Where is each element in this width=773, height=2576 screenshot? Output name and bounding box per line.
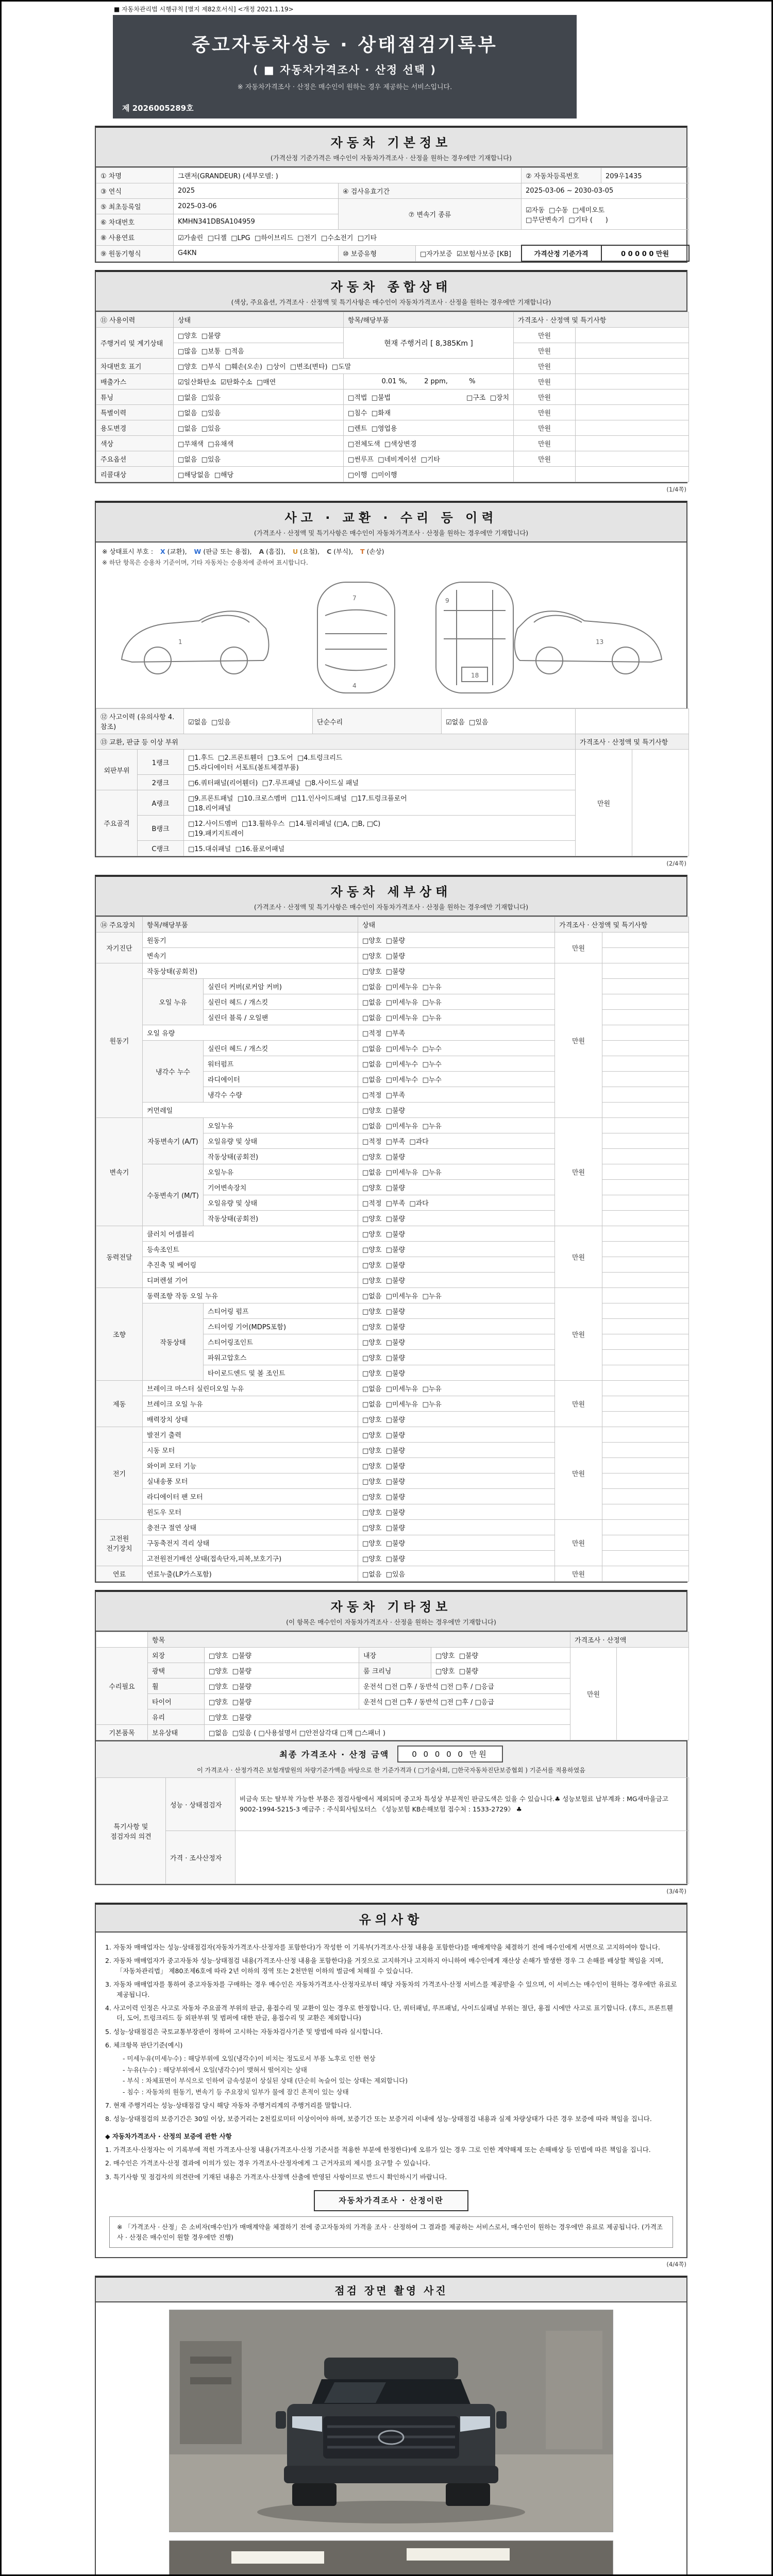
svg-text:7: 7 xyxy=(352,595,357,602)
col-major-device: ⑭ 주요장치 xyxy=(96,917,143,933)
col-detail-state: 상태 xyxy=(358,917,555,933)
rankA-items: □9.프론트패널 □10.크로스멤버 □11.인사이드패널 □17.트렁크플로어 □18.리어패널 xyxy=(184,790,576,816)
notice-subitem: - 부식 : 차체표면이 부식으로 인하여 금속성분이 상실된 상태 (단순히 녹슬어 있는 상태는 제외합니다) xyxy=(123,2077,408,2085)
brake-group-label: 제동 xyxy=(96,1381,143,1427)
section-photos-head xyxy=(96,2278,686,2302)
legend-prefix: ※ 상태표시 부호 : xyxy=(102,548,154,555)
car-side-right-diagram xyxy=(515,611,662,674)
transmission-line2: □무단변속기 □기타 ( ) xyxy=(526,216,608,224)
section-notice-title: 유의사항 xyxy=(359,1912,424,1927)
notice-item: 4. 사고이력 인정은 사고로 자동차 주요골격 부위의 판금, 용접수리 및 교환이 있는 경우로 한정합니다. 단, 쿼터패널, 루프패널, 사이드실패널 부위는 절단, 용접 시에만 사고로 표기합니다. (후드, 프론트휀더, 도어, 트렁크리드 등 외판부위 및 범퍼에 대한 판금, 용접수리 및 교환은 제외합니다) xyxy=(105,2004,673,2022)
engine-type-value: G4KN xyxy=(174,245,339,261)
notice-item: 8. 성능·상태점검의 보증기간은 30일 이상, 보증거리는 2천킬로미터 이상이어야 하며, 보증기간 또는 보증거리 이내에 성능·상태점검 내용과 실제 차량상태가 다른 경우 보증에 따라 책임을 집니다. xyxy=(105,2115,652,2123)
notice-item: 6. 체크항목 판단기준(예시) xyxy=(105,2041,183,2049)
repair-need-label: 수리필요 xyxy=(96,1648,148,1725)
price-notice-item: 2. 매수인은 가격조사·산정 결과에 이의가 있는 경우 가격조사·산정자에게 그 근거자료의 제시를 요구할 수 있습니다. xyxy=(105,2159,430,2167)
exchange-price-unit: 만원 xyxy=(576,750,632,856)
col-state: 상태 xyxy=(174,312,344,328)
steering-group-label: 조향 xyxy=(96,1288,143,1381)
page-mark-4: (4/4쪽) xyxy=(666,2261,686,2268)
section-basic-title: 자동차 기본정보 xyxy=(330,135,452,150)
use-change-item: □렌트 □영업용 xyxy=(344,420,514,436)
reg-no-value: 209우1435 xyxy=(601,168,689,183)
fuel-value: ☑가솔린 □디젤 □LPG □하이브리드 □전기 □수소전기 □기타 xyxy=(174,230,689,246)
polish-label: 광택 xyxy=(148,1663,205,1679)
rankC-items: □15.대쉬패널 □16.플로어패널 xyxy=(184,841,576,856)
final-price-value: 0 0 0 0 0 만원 xyxy=(397,1745,503,1762)
col-usage-history: ⑪ 사용이력 xyxy=(96,312,174,328)
col-other-item: 항목 xyxy=(148,1632,570,1648)
rankB-label: B랭크 xyxy=(138,816,184,841)
vin-marking-label: 차대번호 표기 xyxy=(96,359,174,374)
notice-item: 2. 자동차 매매업자가 중고자동차 성능·상태점검 내용(가격조사·산정 내용을 포함한다)을 거짓으로 고지하거나 고지하지 아니하여 매수인에게 재산상 손해가 발생한 경우 그 손해를 배상할 책임을 지며, 「자동차관리법」 제80조제6호에 따라 2년 이하의 징역 또는 2천만원 이하의 벌금에 처해질 수 있습니다. xyxy=(105,1957,664,1975)
room-cleaning-label: 룸 크리닝 xyxy=(359,1663,431,1679)
base-price-label: 가격산정 기준가격 xyxy=(522,245,601,261)
section-inspection-photos xyxy=(95,2276,687,2576)
what-is-appraisal xyxy=(105,2190,677,2248)
legend-x: X xyxy=(160,548,165,555)
final-price-label: 최종 가격조사 · 산정 금액 xyxy=(279,1750,390,1759)
use-change-state: □없음 □있음 xyxy=(174,420,344,436)
document-subtitle: ( ■ 자동차가격조사 · 산정 선택 ) xyxy=(253,64,437,76)
section-accident-title: 사고 · 교환 · 수리 등 이력 xyxy=(284,511,498,525)
inspector-opinion-text: 비금속 또는 탈부착 가능한 부품은 점검사항에서 제외되며 중고차 특성상 부분적인 판금도색은 있을 수 있습니다.♣ 성능보험료 납부계좌 : MG새마을금고 9002-1994-5215-3 예금주 : 주식회사팀모터스 《성능보험 KB손해보험 접수처 : 1533-2729》 ♣ xyxy=(236,1778,689,1831)
base-price-value: 0 0 0 0 0 만원 xyxy=(601,245,689,261)
final-price-band xyxy=(96,1740,686,1777)
legend-t: T xyxy=(360,548,365,555)
overall-condition-table: ⑪ 사용이력 상태 항목/해당부품 가격조사 · 산정액 및 특기사항 주행거리 및 계기상태 □양호 □불량 현재 주행거리 [ 8,385Km ] 만원 □많음 □보통 □적음 만원 차대번호 표기 □양호 □부식 □훼손(오손) □상이 □변조(변타) □도말 만원 배출가스 ☑일산화탄소 ☑탄화수소 □매연 0.01 %, 2 ppm, % 만원 튜닝 □없음 □있음 □적법 □불법 □구조 □장치 만원 특별이력 □없음 □있음 □침수 □화재 만원 용도변경 □없음 □있음 □렌트 □영업용 만원 색상 □무채색 □유채색 □전체도색 □색상변경 만원 주요옵션 □없음 □있음 □썬루프 □네비게이션 □기타 만원 리콜대상 □해당없음 □해당 □이행 □미이행 xyxy=(96,312,689,482)
inspection-period-value: 2025-03-06 ~ 2030-03-05 xyxy=(522,183,689,199)
main-frame-label: 주요골격 xyxy=(96,790,138,856)
state-code-legend: ※ 상태표시 부호 : X (교환), W (판금 또는 용접), A (흠집), U (요철), C (부식), T (손상) xyxy=(102,548,384,555)
legend-u: U xyxy=(292,548,298,555)
engine-idle: 작동상태(공회전) xyxy=(143,963,358,979)
col-item: 항목/해당부품 xyxy=(344,312,514,328)
opinion-table xyxy=(96,1777,689,1884)
basic-items-label: 기본품목 xyxy=(96,1725,148,1740)
mileage-price-unit: 만원 xyxy=(514,328,576,343)
rankC-label: C랭크 xyxy=(138,841,184,856)
section-detail-note: (가격조사 · 산정액 및 특기사항은 매수인이 자동차가격조사 · 산정을 원하는 경우에만 기재합니다) xyxy=(254,903,529,911)
options-label: 주요옵션 xyxy=(96,451,174,467)
transmission-value xyxy=(522,199,689,230)
emission-state: ☑일산화탄소 ☑탄화수소 □매연 xyxy=(174,374,344,389)
rankA-label: A랭크 xyxy=(138,790,184,816)
section-other-note: (이 항목은 매수인이 자동차가격조사 · 산정을 원하는 경우에만 기재합니다) xyxy=(286,1618,496,1626)
other-info-table: 항목 가격조사 · 산정액 수리필요 외장 □양호 □불량 내장 □양호 □불량 만원 광택 □양호 □불량 룸 크리닝 □양호 □불량 휠 □양호 □불량 운전석 □전 □후 / 동반석 □전 □후 / □응급 타이어 □양호 □불량 운전석 □전 □후 / 동반석 □전 □후 / □응급 유리 □양호 □불량 기본품목 보유상태 □없음 □있음 ( □사용설명서 □안전삼각대 □잭 □스패너 ) xyxy=(96,1632,689,1740)
simple-repair-label: 단순수리 xyxy=(313,709,442,734)
section-overall-note: (색상, 주요옵션, 가격조사 · 산정액 및 특기사항은 매수인이 자동차가격조사 · 산정을 원하는 경우에만 기재합니다) xyxy=(231,298,551,306)
first-reg-value: 2025-03-06 xyxy=(174,199,339,214)
mileage-state1: □양호 □불량 xyxy=(174,328,344,343)
section-detail-head xyxy=(96,877,686,917)
notice-subitem: - 침수 : 자동차의 원동기, 변속기 등 주요장치 일부가 물에 잠긴 흔적이 있는 상태 xyxy=(123,2088,349,2096)
exterior-label: 외장 xyxy=(148,1648,205,1663)
section-notice-head xyxy=(96,1905,686,1933)
col-other-price: 가격조사 · 산정액 xyxy=(570,1632,689,1648)
notice-item: 3. 자동차 매매업자를 통하여 중고자동차를 구매하는 경우 매수인은 자동차가격조사·산정자로부터 해당 자동차의 가격조사·산정 서비스를 제공받을 수 있으며, 이 서비스는 매수인이 원하는 경우에만 유료로 제공됩니다. xyxy=(105,1980,677,1998)
accident-history-state: ☑없음 □있음 xyxy=(184,709,313,734)
col-price-note: 가격조사 · 산정액 및 특기사항 xyxy=(514,312,689,328)
section-basic-note: (가격산정 기준가격은 매수인이 자동차가격조사 · 산정을 원하는 경우에만 기재합니다) xyxy=(270,154,512,162)
powertrain-group-label: 동력전달 xyxy=(96,1226,143,1288)
steering-oil-leak: 동력조향 작동 오일 누유 xyxy=(143,1288,358,1303)
vin-label: ⑥ 차대번호 xyxy=(96,214,174,230)
have-state-label: 보유상태 xyxy=(148,1725,205,1740)
appraiser-label: 가격 · 조사산정자 xyxy=(166,1831,236,1884)
section-photos-title: 점검 장면 촬영 사진 xyxy=(334,2284,448,2297)
page-mark-3: (3/4쪽) xyxy=(666,1888,686,1895)
selfdiag-trans: 변속기 xyxy=(143,948,358,963)
car-name-label: ① 차명 xyxy=(96,168,174,183)
car-side-left-diagram xyxy=(122,611,268,674)
fuel-label: ⑧ 사용연료 xyxy=(96,230,174,246)
notice-item: 1. 자동차 매매업자는 성능·상태점검자(자동차가격조사·산정자를 포함한다)가 작성한 이 기록부(가격조사·산정 내용을 포함한다)를 매매계약을 체결하기 전에 매수인에게 서면으로 고지하여야 합니다. xyxy=(105,1943,660,1951)
engine-common-rail: 커먼레일 xyxy=(143,1103,358,1118)
rank2-label: 2랭크 xyxy=(138,775,184,790)
tuning-item xyxy=(344,389,514,405)
section-overall-condition xyxy=(95,270,687,483)
inspector-label: 성능 · 상태점검자 xyxy=(166,1778,236,1831)
color-label: 색상 xyxy=(96,436,174,451)
section-accident-note: (가격조사 · 산정액 및 특기사항은 매수인이 자동차가격조사 · 산정을 원하는 경우에만 기재합니다) xyxy=(254,529,529,537)
legend-note: ※ 하단 항목은 승용차 기준이며, 기타 자동차는 승용차에 준하여 표시합니다. xyxy=(102,559,308,566)
special-history-state: □없음 □있음 xyxy=(174,405,344,420)
year-label: ③ 연식 xyxy=(96,183,174,199)
notice-body xyxy=(96,1933,686,2257)
reg-no-label: ② 자동차등록번호 xyxy=(522,168,601,183)
section-other-info xyxy=(95,1590,687,1885)
transmission-label: ⑦ 변속기 종류 xyxy=(339,199,522,230)
photo-wrap xyxy=(96,2302,686,2576)
col-detail-item: 항목/해당부품 xyxy=(143,917,358,933)
warranty-label: ⑩ 보증유형 xyxy=(339,245,416,261)
final-price-note: 이 가격조사 · 산정가격은 보험개발원의 차량기준가액을 바탕으로 한 기준가격과 ( □기술사회, □한국자동차진단보증협회 ) 기준서를 적용하였음 xyxy=(197,1767,585,1774)
color-state: □무채색 □유채색 xyxy=(174,436,344,451)
mileage-state2: □많음 □보통 □적음 xyxy=(174,343,344,359)
section-overall-head xyxy=(96,272,686,312)
steering-work-group: 작동상태 xyxy=(143,1303,204,1381)
transmission-line1: ☑자동 □수동 □세미오토 xyxy=(526,206,605,214)
exchange-price-head: 가격조사 · 산정액 및 특기사항 xyxy=(576,734,689,750)
svg-text:13: 13 xyxy=(596,638,604,646)
options-state: □없음 □있음 xyxy=(174,451,344,467)
accident-history-table xyxy=(96,708,689,856)
inspection-photo-underbody xyxy=(169,2540,613,2576)
engine-group-label: 원동기 xyxy=(96,963,143,1118)
year-value: 2025 xyxy=(174,183,339,199)
vin-marking-state: □양호 □부식 □훼손(오손) □상이 □변조(변타) □도말 xyxy=(174,359,514,374)
section-notice xyxy=(95,1903,687,2258)
section-accident-history xyxy=(95,501,687,857)
notice-item: 5. 성능·상태점검은 국토교통부장관이 정하여 고시하는 자동차검사기준 및 방법에 따라 실시합니다. xyxy=(105,2027,383,2036)
fuel-group-label: 연료 xyxy=(96,1566,143,1582)
use-change-label: 용도변경 xyxy=(96,420,174,436)
mileage-current: 현재 주행거리 [ 8,385Km ] xyxy=(344,328,514,359)
wheel-label: 휠 xyxy=(148,1679,205,1694)
document-number: 제 2026005289호 xyxy=(122,104,194,113)
notice-subitem: - 미세누유(미세누수) : 해당부위에 오일(냉각수)이 비치는 정도로서 부품 노후로 인한 현상 xyxy=(123,2055,376,2063)
rank2-items: □6.쿼터패널(리어휀더) □7.루프패널 □8.사이드실 패널 xyxy=(184,775,576,790)
section-basic-info xyxy=(95,126,687,263)
recall-label: 리콜대상 xyxy=(96,467,174,482)
tuning-label: 튜닝 xyxy=(96,389,174,405)
car-diagram-svg xyxy=(101,572,682,701)
vin-value: KMHN341DBSA104959 xyxy=(174,214,339,230)
recall-state: □해당없음 □해당 xyxy=(174,467,344,482)
warranty-value: □자가보증 ☑보험사보증 [KB] xyxy=(416,245,522,261)
col-detail-price: 가격조사 · 산정액 및 특기사항 xyxy=(555,917,689,933)
section-detailed-condition xyxy=(95,875,687,1583)
svg-text:18: 18 xyxy=(471,672,479,679)
document-title: 중고자동차성능 · 상태점검기록부 xyxy=(192,35,498,56)
car-damage-diagrams xyxy=(96,569,686,708)
mileage-label: 주행거리 및 계기상태 xyxy=(96,328,174,359)
price-notice-item: 1. 가격조사·산정자는 이 기록부에 적힌 가격조사·산정 내용(가격조사·산정 기준서를 적용한 부분에 한정한다)에 오류가 있는 경우 그로 인한 계약해제 또는 손해배상 등 민법에 따른 책임을 집니다. xyxy=(105,2146,651,2154)
engine-oil-qty: 오일 유량 xyxy=(143,1025,358,1041)
mt-group: 수동변속기 (M/T) xyxy=(143,1164,204,1226)
section-other-head xyxy=(96,1592,686,1632)
detailed-condition-table: ⑭ 주요장치 항목/해당부품 상태 가격조사 · 산정액 및 특기사항 자기진단 원동기 □양호 □불량 만원 변속기 □양호 □불량 원동기 작동상태(공회전) □양호 □불량 만원 오일 누유 실린더 커버(로커암 커버) □없음 □미세누유 □누유 실린더 헤드 / 개스킷 □없음 □미세누유 □누유 실린더 블록 / 오일팬 □없음 □미세누유 □누유 오일 유량 □적정 □부족 냉각수 누수 실린더 헤드 / 개스킷 □없음 □미세누수 □누수 워터펌프 □없음 □미세누수 □누수 라디에이터 □없음 □미세누수 □누수 냉각수 수량 □적정 □부족 커먼레일 □양호 □불량 변속기 자동변속기 (A/T) 오일누유 □없음 □미세누유 □누유 만원 오일유량 및 상태 □적정 □부족 □과다 작동상태(공회전) □양호 □불량 수동변속기 (M/T) 오일누유 □없음 □미세누유 □누유 기어변속장치 □양호 □불량 오일유량 및 상태 □적정 □부족 □과다 작동상태(공회전) □양호 □불량 동력전달 클러치 어셈블리 □양호 □불량 만원 등속조인트 □양호 □불량 추진축 및 베어링 □양호 □불량 디퍼렌셜 기어 □양호 □불량 조향 동력조향 작동 오일 누유 □없음 □미세누유 □누유 만원 작동상태 스티어링 펌프 □양호 □불량 스티어링 기어(MDPS포함) □양호 □불량 스티어링조인트 □양호 □불량 파워고압호스 □양호 □불량 타이로드엔드 및 볼 조인트 □양호 □불량 제동 브레이크 마스터 실린더오일 누유 □없음 □미세누유 □누유 만원 브레이크 오일 누유 □없음 □미세누유 □누유 배력장치 상태 □양호 □불량 전기 발전기 출력 □양호 □불량 만원 시동 모터 □양호 □불량 와이퍼 모터 기능 □양호 □불량 실내송풍 모터 □양호 □불량 라디에이터 팬 모터 □양호 □불량 윈도우 모터 □양호 □불량 고전원 전기장치 충전구 절연 상태 □양호 □불량 만원 구동축전지 격리 상태 □양호 □불량 고전원전기배선 상태(접속단자,피복,보호기구) □양호 □불량 연료 연료누출(LP가스포함) □없음 □있음 만원 xyxy=(96,917,689,1582)
tire-label: 타이어 xyxy=(148,1694,205,1709)
interior-label: 내장 xyxy=(359,1648,431,1663)
exchange-section-label: ⑬ 교환, 판금 등 이상 부위 xyxy=(96,734,576,750)
engine-oil-leak-group: 오일 누유 xyxy=(143,979,204,1025)
svg-text:4: 4 xyxy=(352,682,357,689)
at-group: 자동변속기 (A/T) xyxy=(143,1118,204,1164)
document-header xyxy=(113,4,577,118)
opinion-row-label: 특기사항 및 점검자의 의견 xyxy=(96,1778,166,1884)
engine-type-label: ⑨ 원동기형식 xyxy=(96,245,174,261)
outer-panel-label: 외판부위 xyxy=(96,750,138,790)
rank1-items: □1.후드 □2.프론트휀더 □3.도어 □4.트렁크리드 □5.라디에이터 서포트(볼트체결부품) xyxy=(184,750,576,775)
first-reg-label: ⑤ 최초등록일 xyxy=(96,199,174,214)
section-basic-head xyxy=(96,128,686,167)
price-notice-title: ◆ 자동차가격조사 · 산정의 보증에 관한 사항 xyxy=(105,2132,232,2140)
rank1-label: 1랭크 xyxy=(138,750,184,775)
price-notice-item: 3. 특기사항 및 점검자의 의견란에 기재된 내용은 가격조사·산정액 산출에 반영된 사항이므로 반드시 확인하시기 바랍니다. xyxy=(105,2173,447,2181)
notice-item: 7. 현재 주행거리는 성능·상태점검 당시 해당 자동차 주행거리계의 주행거리를 말합니다. xyxy=(105,2101,352,2109)
legend-w: W xyxy=(194,548,201,555)
glass-label: 유리 xyxy=(148,1709,205,1725)
legend-a: A xyxy=(259,548,264,555)
inspection-period-label: ④ 검사유효기간 xyxy=(339,183,522,199)
basic-info-table xyxy=(96,167,690,262)
options-item: □썬루프 □네비게이션 □기타 xyxy=(344,451,514,467)
engine-coolant-group: 냉각수 누수 xyxy=(143,1041,204,1103)
tuning-legal: □적법 □불법 xyxy=(348,394,391,402)
fuel-leak: 연료누출(LP가스포함) xyxy=(143,1566,358,1582)
tuning-state: □없음 □있음 xyxy=(174,389,344,405)
emission-label: 배출가스 xyxy=(96,374,174,389)
svg-text:1: 1 xyxy=(178,638,182,646)
wheel-detail: 운전석 □전 □후 / 동반석 □전 □후 / □응급 xyxy=(359,1679,570,1694)
legend-c: C xyxy=(327,548,332,555)
section-accident-head xyxy=(96,503,686,543)
special-history-item: □침수 □화재 xyxy=(344,405,514,420)
accident-history-label: ⑫ 사고이력 (유의사항 4.참조) xyxy=(96,709,184,734)
car-name-value: 그랜저(GRANDEUR) (세부모델: ) xyxy=(174,168,522,183)
selfdiag-engine: 원동기 xyxy=(143,933,358,948)
electric-group-label: 전기 xyxy=(96,1427,143,1520)
title-band xyxy=(113,15,577,118)
section-detail-title: 자동차 세부상태 xyxy=(330,885,452,899)
page-mark-2: (2/4쪽) xyxy=(666,860,686,867)
recall-item: □이행 □미이행 xyxy=(344,467,514,482)
page-mark-1: (1/4쪽) xyxy=(666,486,686,493)
transmission-group-label: 변속기 xyxy=(96,1118,143,1226)
selfdiag-label: 자기진단 xyxy=(96,933,143,963)
svg-text:9: 9 xyxy=(445,597,449,604)
notice-subitem: - 누유(누수) : 해당부위에서 오일(냉각수)이 맺혀서 떨어지는 상태 xyxy=(123,2065,307,2074)
simple-repair-state: ☑없음 □있음 xyxy=(442,709,576,734)
emission-value: 0.01 %, 2 ppm, % xyxy=(344,374,514,389)
color-item: □전체도색 □색상변경 xyxy=(344,436,514,451)
inspection-photo-front xyxy=(169,2310,613,2532)
rankB-items: □12.사이드멤버 □13.휠하우스 □14.필러패널 (□A, □B, □C) □19.패키지트레이 xyxy=(184,816,576,841)
what-is-appraisal-text: ※ 「가격조사 · 산정」은 소비자(매수인)가 매매계약을 체결하기 전에 중고자동차의 가격을 조사 · 산정하여 그 결과를 제공하는 서비스로서, 매수인이 원하는 경우에만 유료로 제공됩니다. (가격조사 · 산정은 매수인이 원할 경우에만 진행) xyxy=(109,2216,673,2248)
document-subtitle-note: ※ 자동차가격조사 · 산정은 매수인이 원하는 경우 제공하는 서비스입니다. xyxy=(237,83,452,91)
special-history-label: 특별이력 xyxy=(96,405,174,420)
section-overall-title: 자동차 종합상태 xyxy=(330,280,452,294)
hv-group-label: 고전원 전기장치 xyxy=(96,1520,143,1566)
have-state-value: □없음 □있음 ( □사용설명서 □안전삼각대 □잭 □스패너 ) xyxy=(205,1725,570,1740)
what-is-appraisal-label: 자동차가격조사 · 산정이란 xyxy=(314,2190,468,2211)
tuning-type: □구조 □장치 xyxy=(466,394,509,402)
other-price-unit: 만원 xyxy=(570,1648,617,1740)
form-reference: ■ 자동차관리법 시행규칙 [별지 제82호서식] <개정 2021.1.19> xyxy=(114,6,294,13)
tire-detail: 운전석 □전 □후 / 동반석 □전 □후 / □응급 xyxy=(359,1694,570,1709)
appraiser-opinion-text xyxy=(236,1831,689,1884)
section-other-title: 자동차 기타정보 xyxy=(330,1600,452,1614)
